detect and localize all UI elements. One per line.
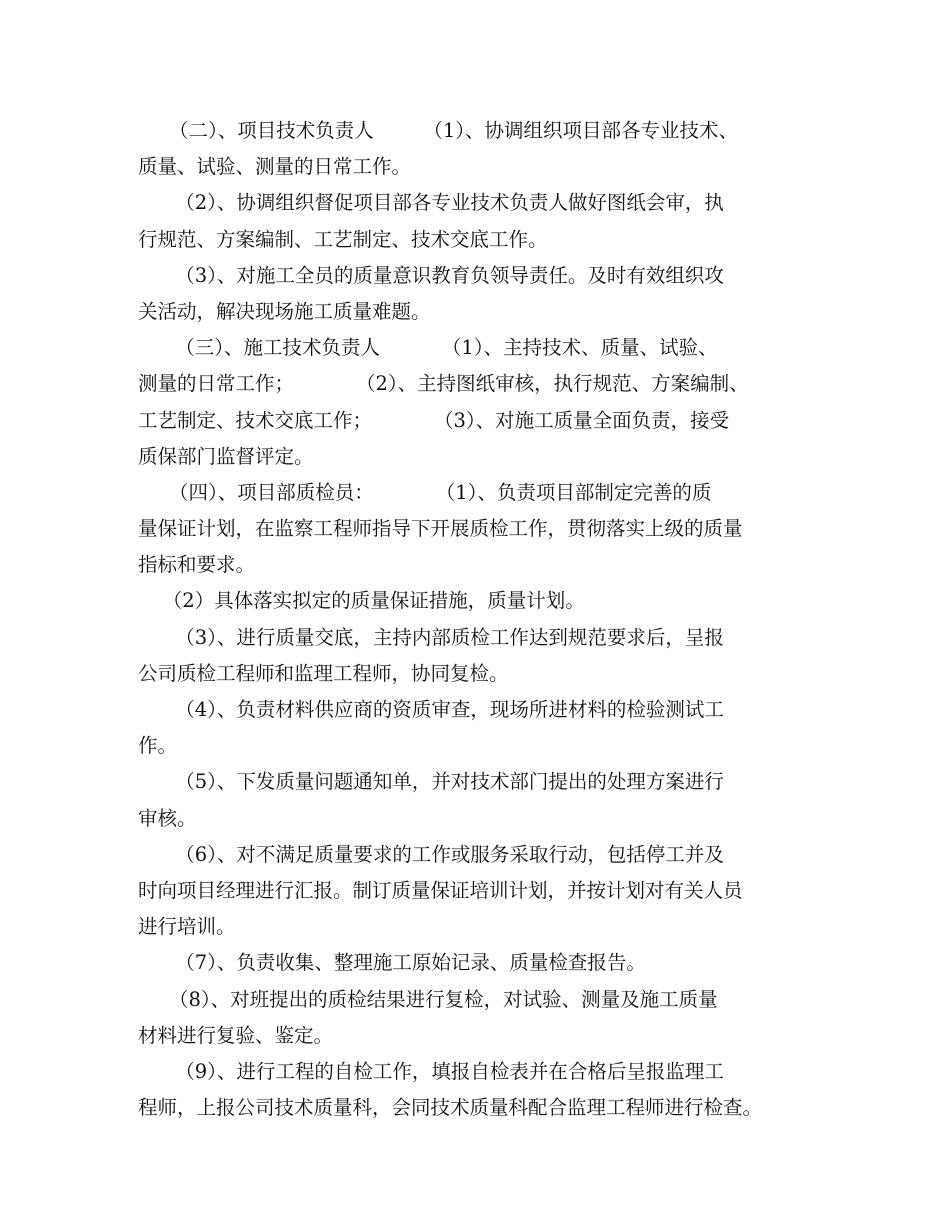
text-line: （9）、进行工程的自检工作，填报自检表并在合格后呈报监理工 <box>138 1059 724 1083</box>
text-line: 测量的日常工作； （2）、主持图纸审核，执行规范、方案编制、 <box>138 372 749 396</box>
text-line: （4）、负责材料供应商的资质审查，现场所进材料的检验测试工 <box>138 698 724 721</box>
text-line: （7）、负责收集、整理施工原始记录、质量检查报告。 <box>138 951 646 975</box>
text-line: （3）、对施工全员的质量意识教育负领导责任。及时有效组织攻 <box>138 263 724 287</box>
text-line: 时向项目经理进行汇报。制订质量保证培训计划，并按计划对有关人员 <box>138 878 743 902</box>
text-line: （四）、项目部质检员： （1）、负责项目部制定完善的质 <box>138 480 712 504</box>
text-line: （2）具体落实拟定的质量保证措施，质量计划。 <box>138 589 585 613</box>
text-line: 关活动，解决现场施工质量难题。 <box>138 299 431 323</box>
text-line: 审核。 <box>138 806 197 830</box>
text-line: 工艺制定、技术交底工作； （3）、对施工质量全面负责，接受 <box>138 408 730 432</box>
text-line: （3）、进行质量交底，主持内部质检工作达到规范要求后，呈报 <box>138 625 724 649</box>
text-line: （5）、下发质量问题通知单，并对技术部门提出的处理方案进行 <box>138 770 724 794</box>
text-line: （8）、对班提出的质检结果进行复检，对试验、测量及施工质量 <box>138 987 718 1011</box>
text-line: 材料进行复验、鉴定。 <box>138 1023 334 1047</box>
text-line: 质保部门监督评定。 <box>138 444 314 468</box>
text-line: （二）、项目技术负责人 （1）、协调组织项目部各专业技术、 <box>138 119 738 142</box>
text-line: 进行培训。 <box>138 915 236 939</box>
text-line: 行规范、方案编制、工艺制定、技术交底工作。 <box>138 227 548 251</box>
text-line: （三）、施工技术负责人 （1）、主持技术、质量、试验、 <box>138 336 718 360</box>
text-line: 作。 <box>138 734 178 758</box>
text-line: 指标和要求。 <box>138 553 256 577</box>
text-line: （6）、对不满足质量要求的工作或服务采取行动，包括停工并及 <box>138 842 724 866</box>
text-line: 量保证计划，在监察工程师指导下开展质检工作，贯彻落实上级的质量 <box>138 517 743 541</box>
text-line: （2）、协调组织督促项目部各专业技术负责人做好图纸会审，执 <box>138 191 724 215</box>
text-line: 程师，上报公司技术质量科，会同技术质量科配合监理工程师进行检查。 <box>138 1096 763 1120</box>
text-line: 质量、试验、测量的日常工作。 <box>138 155 412 179</box>
text-line: 公司质检工程师和监理工程师，协同复检。 <box>138 661 509 685</box>
document-body <box>138 113 828 1126</box>
